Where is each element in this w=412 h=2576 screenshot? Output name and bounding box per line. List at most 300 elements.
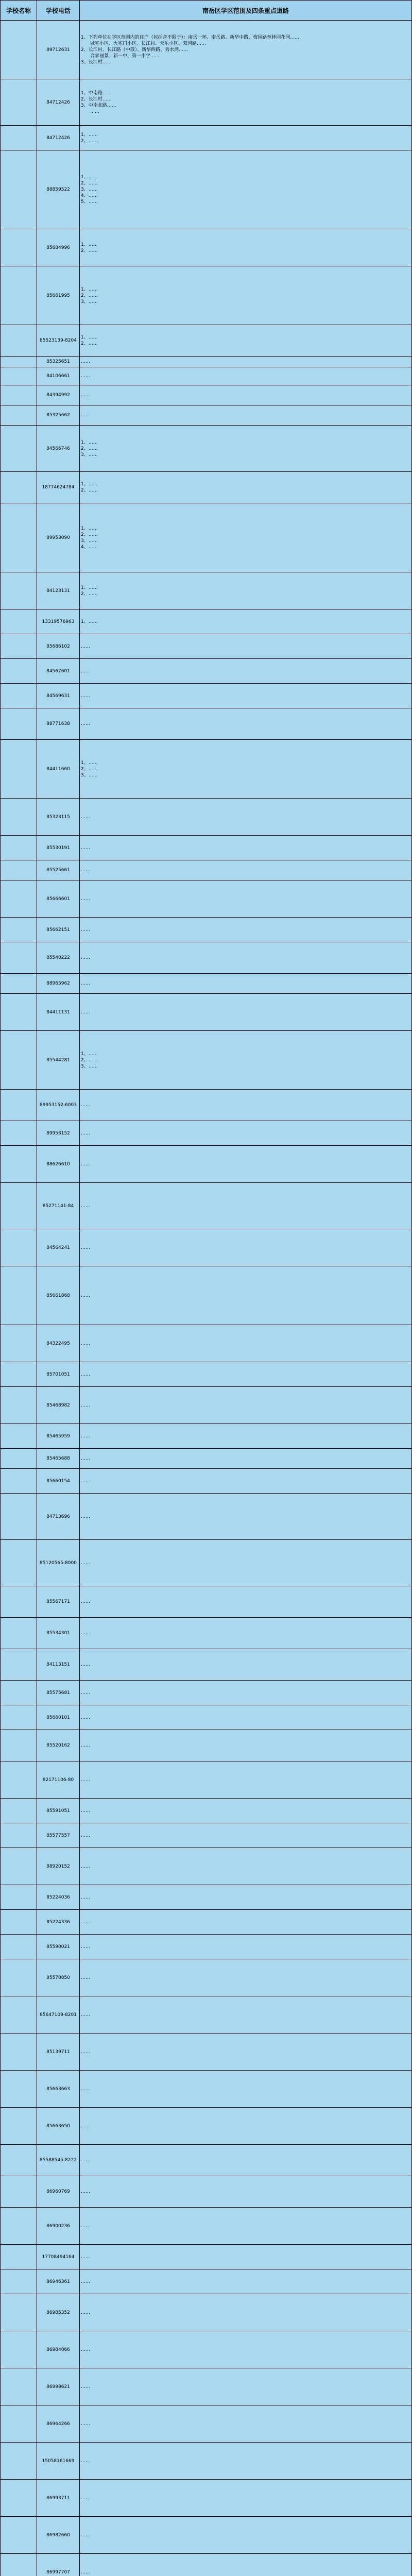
table-row [1,21,412,79]
district-scope-line: …… [81,1130,90,1136]
school-name-cell [1,2108,37,2145]
school-name-cell [1,1362,37,1387]
school-name-cell [1,1799,37,1823]
school-name-cell [1,2176,37,2208]
district-scope-line: …… [81,2495,90,2501]
school-name-cell [1,1959,37,1996]
school-name-cell [1,1823,37,1848]
district-scope-cell [80,2176,412,2208]
school-name-cell [1,684,37,708]
school-name-cell [1,1910,37,1935]
school-phone-cell: 84322495 [37,1325,80,1362]
district-scope-line: …… [81,955,90,960]
district-scope-cell [80,2368,412,2405]
table-row [1,2554,412,2576]
table-row [1,974,412,994]
district-scope-line: 1、中南路…… [81,90,112,96]
district-scope-cell [80,1996,412,2033]
district-scope-line: …… [81,1402,90,1408]
table-row [1,2405,412,2443]
table-row [1,266,412,325]
district-scope-line: …… [81,1662,90,1667]
table-row [1,2071,412,2108]
district-scope-line: …… [81,1478,90,1484]
table-row [1,1996,412,2033]
school-phone-cell: 84713696 [37,1494,80,1540]
school-phone-cell: 85224336 [37,1910,80,1935]
school-name-cell [1,325,37,357]
district-scope-cell [80,1424,412,1449]
table-row [1,1649,412,1681]
district-scope-cell [80,2480,412,2517]
district-scope-cell [80,2294,412,2331]
school-name-cell [1,2443,37,2480]
district-scope-line: …… [81,2310,90,2315]
district-scope-cell [80,79,412,126]
school-phone-cell: 85120565-8000 [37,1540,80,1586]
school-name-cell [1,2245,37,2269]
school-name-cell [1,2480,37,2517]
school-phone-cell: 89953152 [37,1121,80,1146]
district-scope-line: …… [81,1161,90,1167]
district-scope-cell [80,1705,412,1730]
school-name-cell [1,150,37,229]
school-phone-cell: 13319576963 [37,609,80,634]
district-scope-line: …… [81,1944,90,1950]
district-scope-cell [80,1494,412,1540]
school-phone-cell: 82171106-80 [37,1761,80,1799]
district-scope-cell [80,994,412,1031]
school-phone-cell: 84123131 [37,572,80,609]
school-name-cell [1,2071,37,2108]
district-scope-cell [80,1848,412,1885]
district-scope-cell [80,357,412,367]
school-name-cell [1,367,37,385]
school-name-cell [1,1494,37,1540]
school-phone-cell: 86982660 [37,2517,80,2554]
table-row [1,385,412,405]
school-name-cell [1,1325,37,1362]
district-scope-line: 2、长江村、长江路（中段）、新华西路、秀水湾…… [81,47,188,53]
school-phone-cell: 85544281 [37,1031,80,1090]
district-scope-line: 1、…… [81,760,98,766]
table-row [1,1799,412,1823]
school-name-cell [1,634,37,659]
school-phone-cell: 85534301 [37,1618,80,1649]
district-scope-line: …… [81,1743,90,1748]
district-scope-line: 1、…… [81,242,98,247]
district-scope-cell [80,266,412,325]
district-scope-cell [80,2331,412,2368]
table-row [1,1935,412,1959]
school-phone-cell: 85465959 [37,1424,80,1449]
district-scope-line: …… [81,1456,90,1461]
school-name-cell [1,2554,37,2576]
district-scope-line: 2、…… [81,1057,98,1063]
district-scope-line: …… [81,1690,90,1696]
table-row [1,2269,412,2294]
district-scope-cell [80,385,412,405]
table-row [1,994,412,1031]
table-row [1,2368,412,2405]
table-row [1,1959,412,1996]
district-scope-line: 1、…… [81,439,98,445]
school-name-cell [1,2294,37,2331]
district-scope-line: …… [81,2254,90,2260]
school-phone-cell: 85139711 [37,2033,80,2071]
district-scope-line: …… [81,1833,90,1838]
district-scope-line: 1、下列单位在学区范围内的住户（包括含不限于）：南岳一环、南岳路、新华中路、梅园路至林园花园…… [81,35,300,40]
school-name-cell [1,79,37,126]
table-row [1,2517,412,2554]
district-scope-cell [80,229,412,266]
school-name-cell [1,860,37,880]
school-phone-cell: 15058161669 [37,2443,80,2480]
school-phone-cell: 84567601 [37,659,80,684]
table-row [1,880,412,918]
district-scope-cell [80,1799,412,1823]
school-phone-cell: 85701051 [37,1362,80,1387]
table-row [1,2208,412,2245]
district-scope-line: …… [81,1599,90,1604]
district-scope-line: 2、…… [81,138,98,144]
district-scope-cell [80,325,412,357]
table-row [1,1494,412,1540]
school-name-cell [1,1618,37,1649]
school-name-cell [1,1031,37,1090]
table-row [1,357,412,367]
district-scope-cell [80,150,412,229]
district-scope-cell [80,1031,412,1090]
school-name-cell [1,1183,37,1229]
table-row [1,1031,412,1090]
school-name-cell [1,1649,37,1681]
table-row [1,426,412,472]
table-row [1,1469,412,1494]
school-phone-cell: 85540222 [37,942,80,974]
district-scope-line: …… [81,2012,90,2018]
school-phone-cell: 86984066 [37,2331,80,2368]
school-name-cell [1,2208,37,2245]
school-name-cell [1,405,37,426]
district-scope-cell [80,2269,412,2294]
school-phone-cell: 88771638 [37,708,80,740]
district-scope-line: …… [81,868,90,873]
school-name-cell [1,1266,37,1325]
table-row [1,740,412,799]
school-phone-cell: 86900236 [37,2208,80,2245]
district-scope-line: …… [81,1863,90,1869]
school-phone-cell: 85530191 [37,836,80,860]
table-row [1,1121,412,1146]
district-scope-cell [80,2071,412,2108]
school-phone-cell: 85323115 [37,799,80,836]
district-scope-line: …… [81,1293,90,1298]
district-scope-cell [80,836,412,860]
school-phone-cell: 84564241 [37,1229,80,1266]
district-scope-cell [80,472,412,503]
school-name-cell [1,1424,37,1449]
table-row [1,1848,412,1885]
district-scope-line: 3、…… [81,452,98,457]
district-scope-line: …… [81,393,90,398]
district-scope-line: …… [81,1203,90,1209]
district-scope-line: 3、…… [81,187,98,192]
district-scope-cell [80,1935,412,1959]
table-row [1,860,412,880]
district-scope-cell [80,1730,412,1761]
school-phone-cell: 85662151 [37,918,80,942]
district-scope-line: …… [81,1808,90,1814]
district-scope-line: …… [81,981,90,986]
header-row [1,1,412,21]
district-scope-cell [80,1823,412,1848]
district-scope-line: …… [81,1777,90,1783]
table-row [1,1424,412,1449]
district-scope-line: …… [81,1103,90,1108]
district-scope-cell [80,1183,412,1229]
school-name-cell [1,1681,37,1705]
table-row [1,1705,412,1730]
district-scope-line: …… [81,668,90,674]
district-scope-cell [80,942,412,974]
school-phone-cell: 84569631 [37,684,80,708]
district-scope-line: 2、…… [81,446,98,451]
district-scope-cell [80,2405,412,2443]
district-scope-line: 4、…… [81,544,98,550]
table-row [1,2294,412,2331]
school-name-cell [1,503,37,572]
district-scope-line: …… [81,2458,90,2464]
district-scope-line: 5、…… [81,199,98,205]
district-scope-cell [80,2145,412,2176]
district-scope-cell [80,1681,412,1705]
table-row [1,2443,412,2480]
table-body [1,21,412,2576]
school-name-cell [1,942,37,974]
school-phone-cell: 85325651 [37,357,80,367]
district-scope-line: 3、长江村…… [81,59,112,65]
table-row [1,325,412,357]
school-name-cell [1,1090,37,1121]
school-phone-cell: 86998621 [37,2368,80,2405]
district-scope-line: …… [81,845,90,851]
school-name-cell [1,2331,37,2368]
school-phone-cell: 85567171 [37,1586,80,1618]
district-scope-line: 2、…… [81,766,98,772]
school-phone-cell: 84394992 [37,385,80,405]
district-scope-cell [80,1229,412,1266]
school-phone-cell: 85661868 [37,1266,80,1325]
table-row [1,1090,412,1121]
table-row [1,1540,412,1586]
school-name-cell [1,1730,37,1761]
school-phone-cell: 85666601 [37,880,80,918]
district-scope-cell [80,918,412,942]
district-scope-line: …… [81,413,90,418]
school-phone-cell: 88859522 [37,150,80,229]
school-phone-cell: 88920152 [37,1848,80,1885]
district-scope-line: 4、…… [81,193,98,198]
district-scope-line: …… [81,643,90,649]
school-phone-cell: 86993711 [37,2480,80,2517]
district-scope-line: …… [81,2279,90,2284]
school-name-cell [1,572,37,609]
school-phone-cell: 85468982 [37,1387,80,1424]
school-name-cell [1,266,37,325]
school-phone-cell: 85647109-8201 [37,1996,80,2033]
header-district-scope: 南岳区学区范围及四条重点道路 [80,1,412,21]
district-scope-line: 2、…… [81,532,98,537]
school-name-cell [1,880,37,918]
school-phone-cell: 84411660 [37,740,80,799]
school-phone-cell: 84566746 [37,426,80,472]
table-row [1,1183,412,1229]
district-scope-cell [80,1469,412,1494]
district-scope-line: 3、…… [81,538,98,544]
school-name-cell [1,708,37,740]
table-row [1,2480,412,2517]
school-phone-cell: 85523139-8204 [37,325,80,357]
school-name-cell [1,1996,37,2033]
school-name-cell [1,659,37,684]
district-scope-cell [80,2208,412,2245]
district-scope-line: 2、…… [81,341,98,346]
district-scope-line: 1、…… [81,1051,98,1057]
district-scope-line: 1、…… [81,335,98,340]
district-scope-cell [80,2443,412,2480]
district-scope-line: 合家丽景、新一中、第一小学…… [81,53,160,59]
table-row [1,126,412,150]
table-row [1,1681,412,1705]
district-scope-line: …… [81,2569,90,2575]
district-scope-cell [80,1586,412,1618]
table-row [1,1618,412,1649]
district-scope-line: …… [81,2086,90,2092]
district-scope-cell [80,860,412,880]
district-scope-line: 2、…… [81,248,98,253]
district-scope-cell [80,1090,412,1121]
table-row [1,2331,412,2368]
school-name-cell [1,229,37,266]
school-name-cell [1,740,37,799]
district-scope-cell [80,1362,412,1387]
school-name-cell [1,1761,37,1799]
school-phone-cell: 86946361 [37,2269,80,2294]
school-phone-cell: 86960769 [37,2176,80,2208]
table-row [1,1146,412,1183]
district-scope-line: 2、…… [81,488,98,493]
school-phone-cell: 17708494164 [37,2245,80,2269]
district-scope-cell [80,1761,412,1799]
district-scope-line: 3、…… [81,1063,98,1069]
district-scope-line: 3、…… [81,772,98,778]
district-scope-cell [80,1959,412,1996]
school-name-cell [1,1935,37,1959]
district-scope-cell [80,1449,412,1469]
district-scope-line: …… [81,721,90,726]
school-phone-cell: 85686102 [37,634,80,659]
district-scope-line: …… [81,2223,90,2229]
school-phone-cell: 85570850 [37,1959,80,1996]
district-scope-line: …… [81,896,90,902]
district-scope-cell [80,799,412,836]
district-scope-cell [80,1266,412,1325]
table-row [1,659,412,684]
school-phone-cell: 85525661 [37,860,80,880]
district-scope-line: …… [81,2189,90,2194]
table-row [1,229,412,266]
school-phone-cell: 86985352 [37,2294,80,2331]
school-phone-cell: 84712426 [37,126,80,150]
district-scope-line: …… [81,1715,90,1720]
district-scope-line: …… [81,1631,90,1636]
district-scope-line: …… [81,359,90,364]
district-scope-line: …… [81,374,90,379]
district-scope-cell [80,2033,412,2071]
school-name-cell [1,1848,37,1885]
school-phone-cell: 85660154 [37,1469,80,1494]
table-row [1,1362,412,1387]
table-row [1,405,412,426]
table-row [1,472,412,503]
district-scope-cell [80,1910,412,1935]
school-phone-cell: 89953152-6003 [37,1090,80,1121]
district-scope-line: …… [81,2421,90,2427]
school-phone-cell: 85325662 [37,405,80,426]
table-row [1,503,412,572]
district-scope-line: 2、…… [81,591,98,597]
school-phone-cell: 88626610 [37,1146,80,1183]
school-phone-cell: 85590021 [37,1935,80,1959]
school-phone-cell: 85520162 [37,1730,80,1761]
district-scope-line: 1、…… [81,482,98,487]
school-name-cell [1,1387,37,1424]
school-name-cell [1,836,37,860]
district-scope-line: …… [81,927,90,933]
school-phone-cell: 89953090 [37,503,80,572]
table-row [1,942,412,974]
table-row [1,1730,412,1761]
district-scope-line: …… [81,1433,90,1439]
table-row [1,1229,412,1266]
school-name-cell [1,426,37,472]
school-phone-cell: 86997707 [37,2554,80,2576]
school-name-cell [1,1121,37,1146]
school-phone-cell: 89712631 [37,21,80,79]
school-name-cell [1,21,37,79]
table-row [1,918,412,942]
school-name-cell [1,609,37,634]
school-name-cell [1,126,37,150]
school-name-cell [1,994,37,1031]
district-scope-line: 1、…… [81,585,98,590]
district-scope-cell [80,126,412,150]
table-row [1,609,412,634]
district-scope-line: …… [81,2384,90,2389]
school-name-cell [1,1449,37,1469]
school-phone-cell: 85224036 [37,1885,80,1910]
table-row [1,79,412,126]
table-row [1,367,412,385]
school-phone-cell: 85591051 [37,1799,80,1823]
school-phone-cell: 18774624784 [37,472,80,503]
table-row [1,2245,412,2269]
table-row [1,1761,412,1799]
table-row [1,1823,412,1848]
school-phone-cell: 85271141-84 [37,1183,80,1229]
district-scope-cell [80,1649,412,1681]
